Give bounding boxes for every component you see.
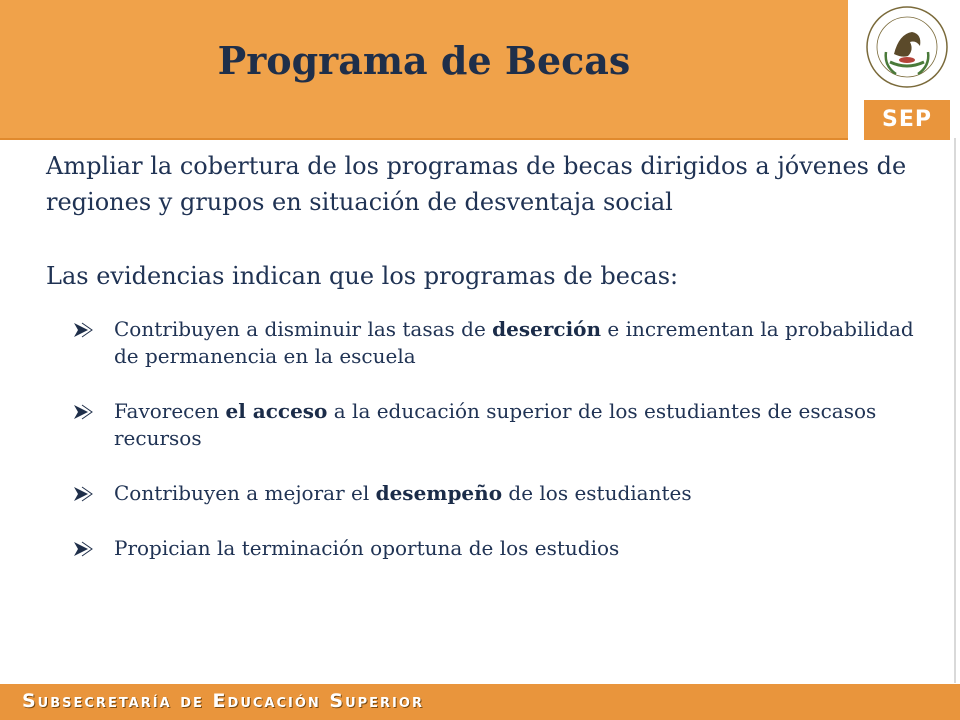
slide-content: [46, 148, 926, 590]
seal-icon: [864, 4, 950, 90]
arrow-bullet-icon: [72, 403, 94, 421]
list-item: Propician la terminación oportuna de los estudios: [72, 535, 926, 562]
arrow-bullet-icon: [72, 321, 94, 339]
arrow-bullet-icon: [72, 540, 94, 558]
lead-paragraph: Las evidencias indican que los programas de becas:: [46, 262, 679, 290]
side-divider: [954, 138, 956, 683]
list-item: Favorecen el acceso a la educación superior de los estudiantes de escasos recursos: [72, 398, 926, 452]
footer-text: Subsecretaría de Educación Superior: [22, 690, 424, 712]
arrow-bullet-icon: [72, 485, 94, 503]
list-item: Contribuyen a disminuir las tasas de deserción e incrementan la probabilidad de permanencia en la escuela: [72, 316, 926, 370]
footer-bar: [0, 684, 960, 720]
page-title: Programa de Becas: [217, 38, 631, 83]
intro-paragraph: Ampliar la cobertura de los programas de becas dirigidos a jóvenes de regiones y grupos en situación de desventaja social: [46, 152, 907, 216]
sep-badge: SEP: [864, 100, 950, 140]
bullet-list: [46, 316, 926, 562]
list-item: Contribuyen a mejorar el desempeño de los estudiantes: [72, 480, 926, 507]
